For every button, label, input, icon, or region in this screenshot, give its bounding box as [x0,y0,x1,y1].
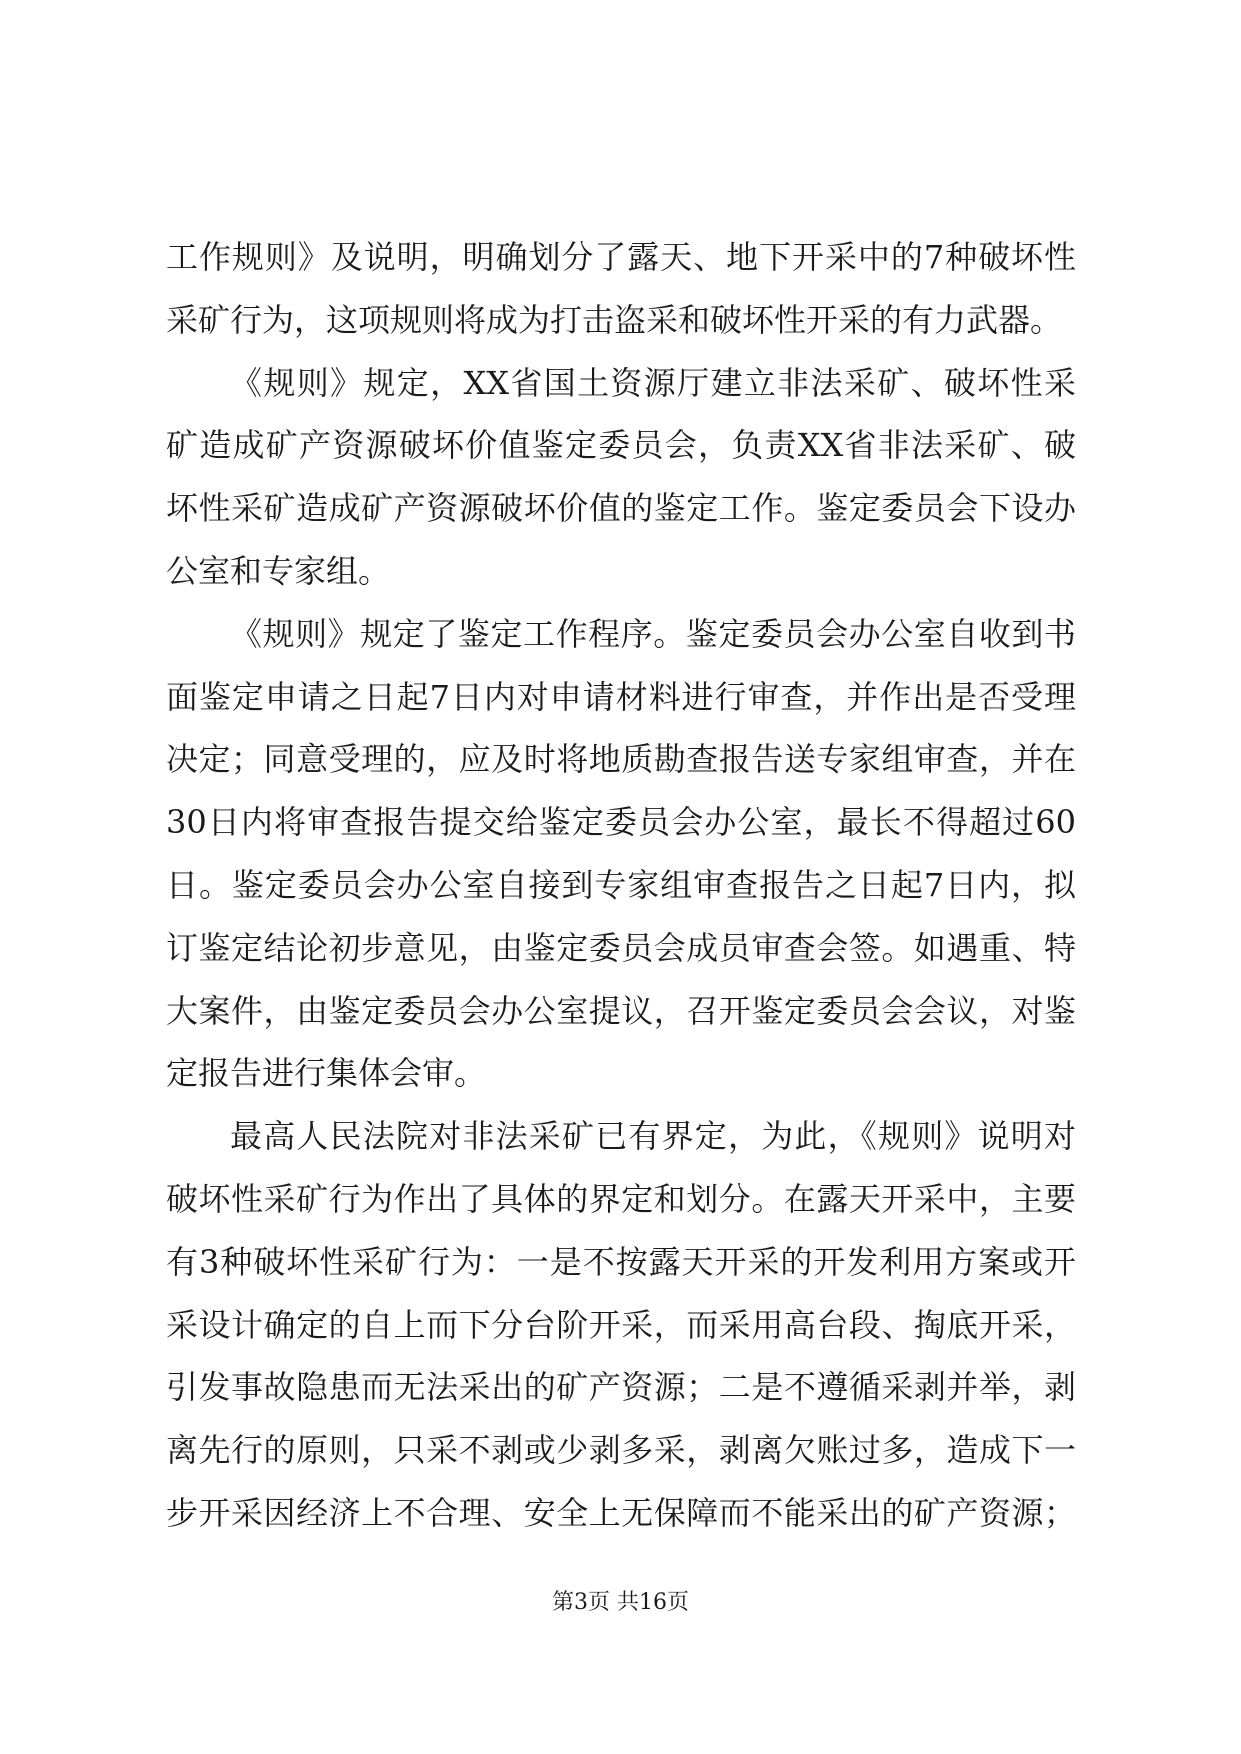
document-body [166,226,1076,1545]
text-line: 采矿行为，这项规则将成为打击盗采和破坏性开采的有力武器。 [166,300,1063,339]
text-line: 订鉴定结论初步意见，由鉴定委员会成员审查会签。如遇重、特 [166,928,1076,967]
text-line: 步开采因经济上不合理、安全上无保障而不能采出的矿产资源； [166,1493,1076,1532]
text-line: 离先行的原则，只采不剥或少剥多采，剥离欠账过多，造成下一 [166,1431,1076,1470]
text-line: 定报告进行集体会审。 [166,1054,487,1093]
paragraph [166,352,1076,603]
text-line: 《规则》规定了鉴定工作程序。鉴定委员会办公室自收到书 [230,614,1076,653]
paragraph [166,226,1076,352]
text-line: 工作规则》及说明，明确划分了露天、地下开采中的7种破坏性 [166,238,1076,276]
page-number-footer: 第3页 共16页 [552,1590,689,1615]
text-line: 《规则》规定，XX省国土资源厅建立非法采矿、破坏性采 [230,363,1076,402]
text-line: 大案件，由鉴定委员会办公室提议，召开鉴定委员会会议，对鉴 [166,991,1076,1030]
text-line: 公室和专家组。 [166,551,391,590]
text-line: 引发事故隐患而无法采出的矿产资源；二是不遵循采剥并举，剥 [166,1368,1076,1407]
text-line: 面鉴定申请之日起7日内对申请材料进行审查，并作出是否受理 [166,677,1076,716]
paragraph [166,1105,1076,1545]
text-line: 有3种破坏性采矿行为：一是不按露天开采的开发利用方案或开 [166,1242,1076,1281]
text-line: 日。鉴定委员会办公室自接到专家组审查报告之日起7日内，拟 [166,865,1076,904]
paragraph [166,603,1076,1105]
text-line: 矿造成矿产资源破坏价值鉴定委员会，负责XX省非法采矿、破 [166,426,1076,465]
text-line: 决定；同意受理的，应及时将地质勘查报告送专家组审查，并在 [166,740,1076,779]
text-line: 最高人民法院对非法采矿已有界定，为此，《规则》说明对 [230,1117,1076,1156]
text-line: 坏性采矿造成矿产资源破坏价值的鉴定工作。鉴定委员会下设办 [166,489,1076,528]
text-line: 破坏性采矿行为作出了具体的界定和划分。在露天开采中，主要 [166,1179,1076,1218]
text-line: 30日内将审查报告提交给鉴定委员会办公室，最长不得超过60 [166,803,1076,842]
text-line: 采设计确定的自上而下分台阶开采，而采用高台段、掏底开采， [166,1305,1076,1344]
